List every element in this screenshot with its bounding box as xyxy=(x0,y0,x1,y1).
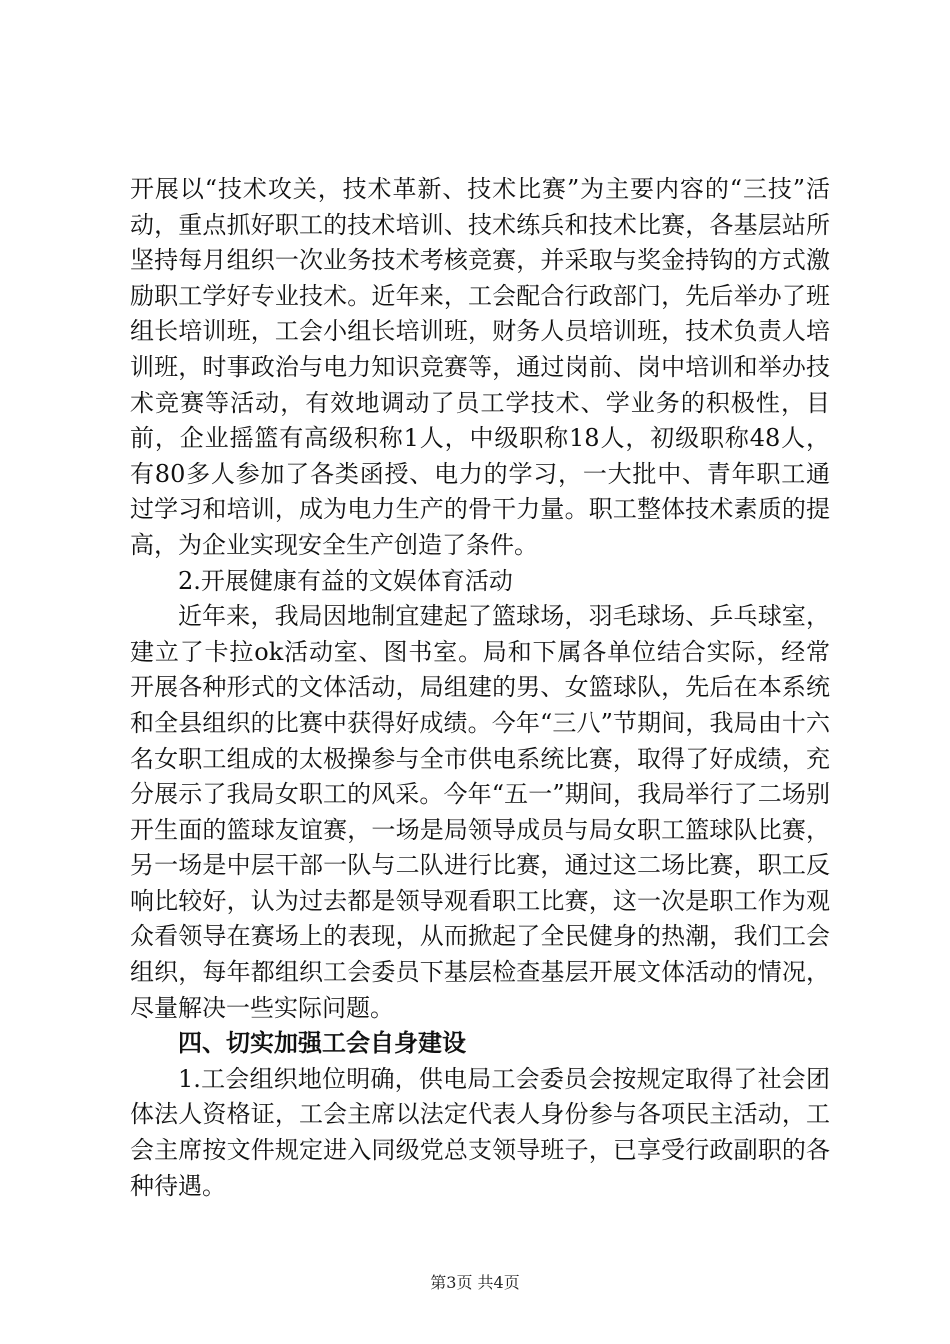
subheading-recreation: 2.开展健康有益的文娱体育活动 xyxy=(178,566,513,595)
paragraph-union-status: 1.工会组织地位明确，供电局工会委员会按规定取得了社会团体法人资格证，工会主席以法定代表人身份参与各项民主活动，工会主席按文件规定进入同级党总支领导班子，已享受行政副职的各种待遇。 xyxy=(130,1064,830,1200)
section-heading: 四、切实加强工会自身建设 xyxy=(178,1029,466,1058)
page-number-footer: 第3页 共4页 xyxy=(430,1273,520,1292)
paragraph-continuation: 开展以“技术攻关，技术革新、技术比赛”为主要内容的“三技”活动，重点抓好职工的技术培训、技术练兵和技术比赛，各基层站所坚持每月组织一次业务技术考核竞赛，并采取与奖金持钩的方式激励职工学好专业技术。近年来，工会配合行政部门，先后举办了班组长培训班，工会小组长培训班，财务人员培训班，技术负责人培训班，时事政治与电力知识竞赛等，通过岗前、岗中培训和举办技术竞赛等活动，有效地调动了员工学技术、学业务的积极性，目前，企业摇篮有高级积称1人，中级职称18人，初级职称48人，有80多人参加了各类函授、电力的学习，一大批中、青年职工通过学习和培训，成为电力生产的骨干力量。职工整体技术素质的提高，为企业实现安全生产创造了条件。 xyxy=(130,175,830,559)
document-body xyxy=(130,172,830,1204)
paragraph-recreation: 近年来，我局因地制宜建起了篮球场，羽毛球场、乒乓球室，建立了卡拉ok活动室、图书室。局和下属各单位结合实际，经常开展各种形式的文体活动，局组建的男、女篮球队，先后在本系统和全县组织的比赛中获得好成绩。今年“三八”节期间，我局由十六名女职工组成的太极操参与全市供电系统比赛，取得了好成绩，充分展示了我局女职工的风采。今年“五一”期间，我局举行了二场别开生面的篮球友谊赛，一场是局领导成员与局女职工篮球队比赛，另一场是中层干部一队与二队进行比赛，通过这二场比赛，职工反响比较好，认为过去都是领导观看职工比赛，这一次是职工作为观众看领导在赛场上的表现，从而掀起了全民健身的热潮，我们工会组织，每年都组织工会委员下基层检查基层开展文体活动的情况，尽量解决一些实际问题。 xyxy=(130,602,830,1022)
